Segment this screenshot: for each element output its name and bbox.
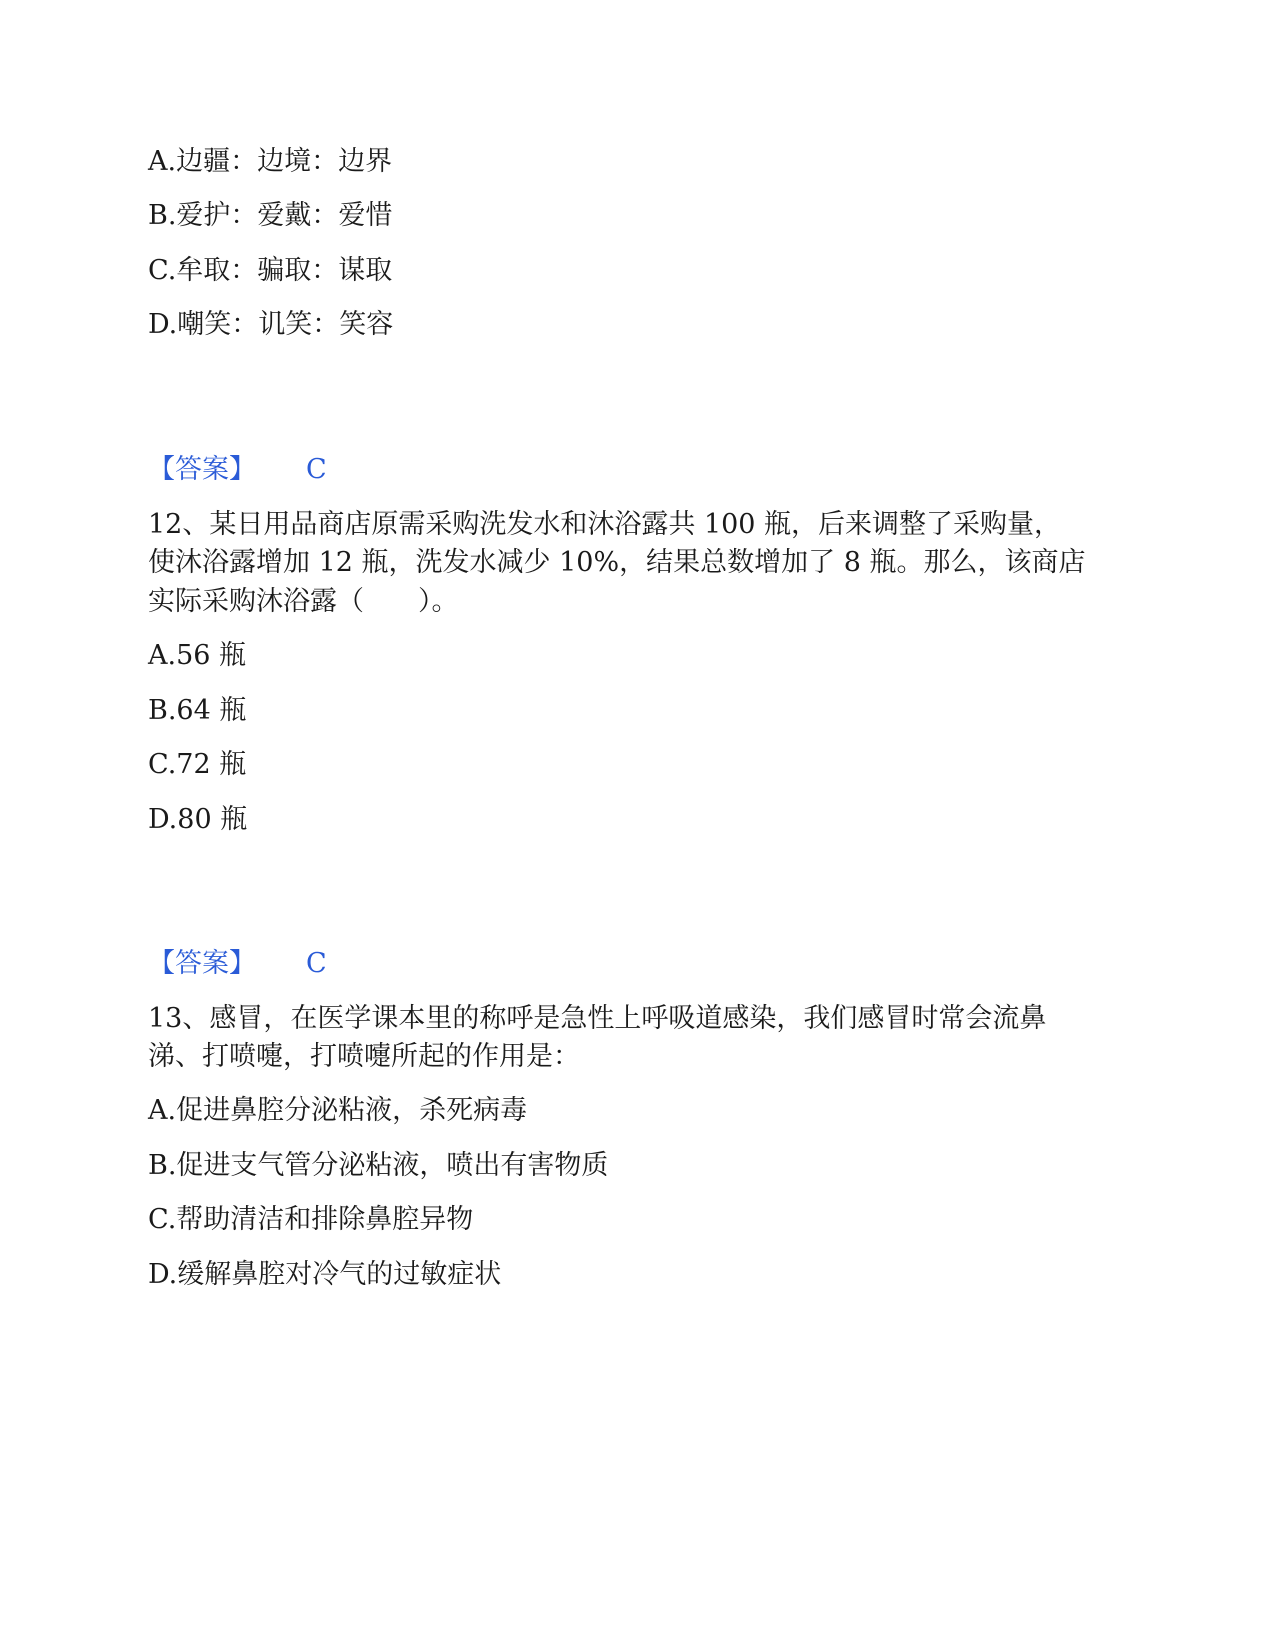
answer-value: C	[306, 454, 327, 485]
q12-option-c: C.72 瓶	[148, 749, 247, 780]
answer-tag: 【答案】	[148, 948, 256, 979]
q13-option-b: B.促进支气管分泌粘液，喷出有害物质	[148, 1150, 609, 1181]
q12-option-b: B.64 瓶	[148, 695, 247, 726]
answer-block-2	[148, 944, 327, 984]
q13-stem-line-2: 涕、打喷嚏，打喷嚏所起的作用是：	[148, 1041, 580, 1072]
q11-option-a: A.边疆：边境：边界	[148, 146, 393, 177]
q13-option-d: D.缓解鼻腔对冷气的过敏症状	[148, 1259, 502, 1290]
q12-stem-line-1: 12、某日用品商店原需采购洗发水和沐浴露共 100 瓶，后来调整了采购量，	[148, 509, 1062, 540]
q12-option-a: A.56 瓶	[148, 640, 247, 671]
q11-option-c: C.牟取：骗取：谋取	[148, 255, 393, 286]
answer-block-1	[148, 450, 327, 490]
q11-option-b: B.爱护：爱戴：爱惜	[148, 200, 393, 231]
answer-value: C	[306, 948, 327, 979]
q13-option-a: A.促进鼻腔分泌粘液，杀死病毒	[148, 1095, 528, 1126]
q13-option-c: C.帮助清洁和排除鼻腔异物	[148, 1204, 474, 1235]
answer-tag: 【答案】	[148, 454, 256, 485]
q12-stem-line-2: 使沐浴露增加 12 瓶，洗发水减少 10%，结果总数增加了 8 瓶。那么，该商店	[148, 547, 1086, 578]
q12-option-d: D.80 瓶	[148, 804, 248, 835]
q12-stem-line-3: 实际采购沐浴露（ ）。	[148, 586, 459, 617]
q13-stem-line-1: 13、感冒，在医学课本里的称呼是急性上呼吸道感染，我们感冒时常会流鼻	[148, 1003, 1047, 1034]
q11-option-d: D.嘲笑：讥笑：笑容	[148, 309, 394, 340]
